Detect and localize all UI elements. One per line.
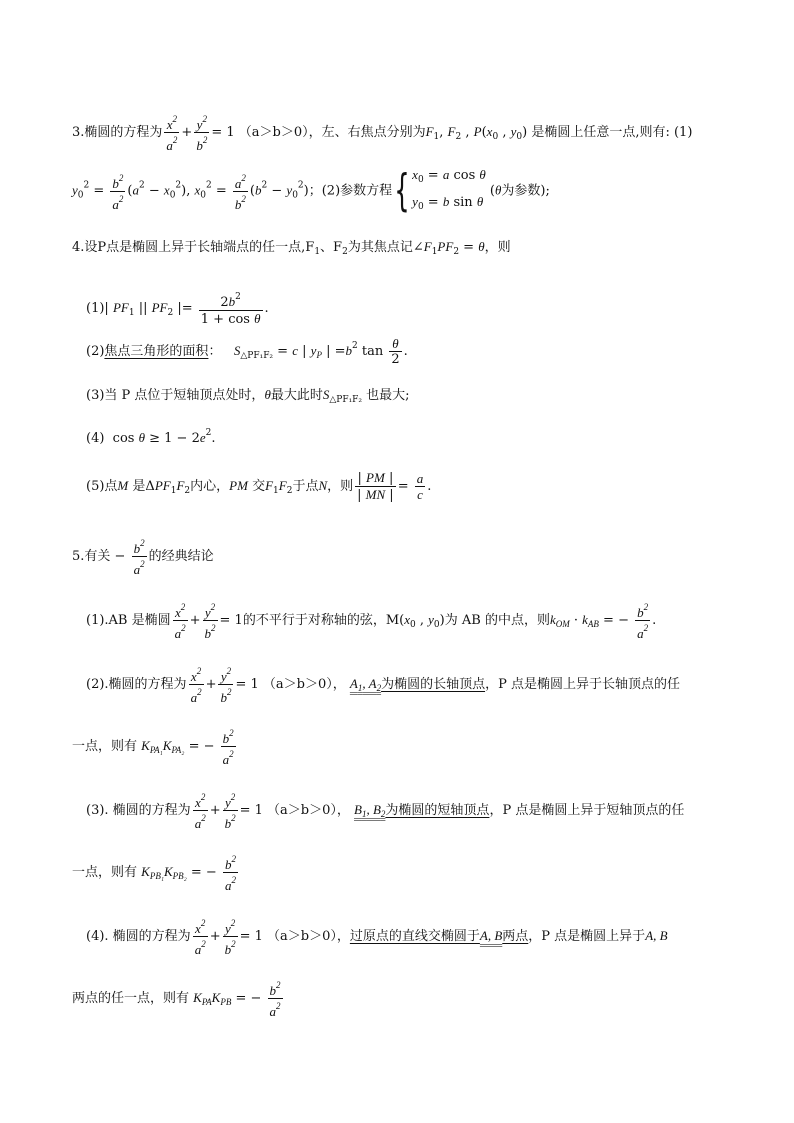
- s4-i2-underlined: 焦点三角形的面积: [104, 344, 209, 359]
- s4-i3-a: (3)当 P 点位于短轴顶点处时，: [86, 388, 265, 403]
- s3-cond: （a＞b＞0），左、右焦点分别为: [238, 125, 426, 140]
- s5-c3-underlined: 为椭圆的短轴顶点: [385, 803, 490, 818]
- s4-head: 4.设P点是椭圆上异于长轴端点的任一点,F: [72, 240, 315, 255]
- s5-conclusion-3: (3). 椭圆的方程为 $\frac{x^2}{a^2}$ + $\frac{y^2}{b^2}$ = 1 （a＞b＞0）， $B_1$, $B_2$为椭圆的短轴顶点，P 点是椭圆上异于短轴顶点的任: [86, 792, 685, 831]
- s4-i5-d: 交: [252, 479, 266, 494]
- s4-i3-c: 也最大;: [366, 388, 410, 403]
- s5-conclusion-1: (1).AB 是椭圆 $\frac{x^2}{a^2}$ + $\frac{y^2}{b^2}$ = 1的不平行于对称轴的弦，$M(x_0$ , $y_0$)为 AB 的中点，则$k_{OM} \cdot k_{AB}$ = − $\frac{b^2}{a^2}$ .: [86, 602, 657, 641]
- frac-x2-a2-c1: $\frac{x^2}{a^2}$: [174, 602, 186, 641]
- s4-i5-c: 内心，: [190, 479, 230, 494]
- section-5-heading: 5.有关 − $\frac{b^2}{a^2}$ 的经典结论: [72, 538, 214, 577]
- section-4-heading: 4.设P点是椭圆上异于长轴端点的任一点$,F_1$、$F_2$为其焦点记$\angle F_1PF_2 = \theta$，则: [72, 239, 511, 257]
- s5-c4-underlined-1: 过原点的直线交椭圆于: [349, 929, 480, 944]
- s5-c4-underlined-2: 两点: [502, 929, 529, 944]
- frac-b2-a2-head: $\frac{b^2}{a^2}$: [133, 538, 145, 577]
- s5-conclusion-3-cont: 一点，则有 $K_{PB_1}K_{PB_2}$ = − $\frac{b^2}{a^2}$: [72, 854, 236, 893]
- s4-i5-a: (5)点: [86, 479, 118, 494]
- frac-b2-a2-c2: $\frac{b^2}{a^2}$: [222, 728, 234, 767]
- s5-conclusion-2: (2).椭圆的方程为 $\frac{x^2}{a^2}$ + $\frac{y^2}{b^2}$ = 1 （a＞b＞0）， $A_1$, $A_2$为椭圆的长轴顶点，P 点是椭圆上异于长轴顶点的任: [86, 666, 680, 705]
- s5-c3-c: ，P 点是椭圆上异于短轴顶点的任: [489, 803, 685, 818]
- s3-params: (2)参数方程: [321, 183, 393, 199]
- frac-a-c: $\frac{a}{c}$: [416, 471, 424, 502]
- s5-c2-underlined: 为椭圆的长轴顶点: [381, 677, 486, 692]
- s4-item-5: (5)点M 是$\Delta PF_1F_2$内心，PM 交$F_1F_2$于点N，则 $\frac{| PM |}{| MN |}$ = $\frac{a}{c}$ .: [86, 470, 432, 503]
- s4-tail: 为其焦点记: [347, 240, 413, 255]
- frac-a2-b2: $\frac{a^2}{b^2}$: [234, 172, 246, 212]
- s4-item-3: (3)当 P 点位于短轴顶点处时，θ最大此时$S_{\triangle PF_1F_2}$ 也最大;: [86, 387, 410, 405]
- frac-2b2-1pcos: $\frac{2b^2}{\text{1 + cos θ}}$: [200, 292, 261, 327]
- frac-y2-b2-c1: $\frac{y^2}{b^2}$: [204, 602, 216, 641]
- s4-i5-f: ，则: [327, 479, 354, 494]
- s4-item-1: (1)| $PF_1$ || $PF_2$ |= $\frac{2b^2}{\text{1 + cos θ}}$ .: [86, 292, 269, 327]
- s5-c3-a: (3). 椭圆的方程为: [86, 803, 191, 818]
- section-3-line-2: $y_0^2$ = $\frac{b^2}{a^2}$ $(a^2 - x_0^2)$, $x_0^2$ = $\frac{a^2}{b^2}$ $(b^2 - y_0^2)$；(2)参数方程{ $x_0 = a$ cos θ $y_0 = b$ sin θ (θ为参数);: [72, 165, 550, 216]
- s3-params-tail: 为参数);: [501, 183, 550, 199]
- frac-y2-b2: $\frac{y^2}{b^2}$: [196, 114, 208, 153]
- s3-prop: 是椭圆上任意一点,则有:: [531, 125, 670, 140]
- s5-c1-a: (1).AB 是椭圆: [86, 613, 171, 628]
- frac-y2-b2-c4: $\frac{y^2}{b^2}$: [224, 918, 236, 957]
- s4-i3-b: 最大此时: [270, 388, 323, 403]
- s5-c1-c: 为 AB 的中点，则: [444, 613, 550, 628]
- frac-y2-b2-c2: $\frac{y^2}{b^2}$: [220, 666, 232, 705]
- param-system: $x_0 = a$ cos θ $y_0 = b$ sin θ: [412, 167, 486, 212]
- s4-mid: 、F: [320, 240, 343, 255]
- s5-c4-c: ，P 点是椭圆上异于: [528, 929, 646, 944]
- s5-c2-b: （a＞b＞0），: [262, 677, 346, 692]
- s4-i1-label: (1): [86, 301, 105, 316]
- s5-c4-b: （a＞b＞0），: [267, 929, 350, 944]
- frac-theta-2: $\frac{\theta}{2}$: [391, 336, 400, 367]
- s4-i2-colon: ：: [208, 344, 222, 359]
- frac-x2-a2-c3: $\frac{x^2}{a^2}$: [194, 792, 206, 831]
- s5-tail: 的经典结论: [148, 549, 214, 564]
- s4-item-2: (2)焦点三角形的面积： $S_{\triangle PF_1F_2} = c$ | $y_P$ | $=b^2$ tan $\frac{\theta}{2}$ .: [86, 336, 408, 367]
- s5-conclusion-2-cont: 一点，则有 $K_{PA_1}K_{PA_2}$ = − $\frac{b^2}{a^2}$: [72, 728, 234, 767]
- frac-b2-a2: $\frac{b^2}{a^2}$: [112, 172, 124, 212]
- frac-b2-a2-c1: $\frac{b^2}{a^2}$: [637, 602, 649, 641]
- s4-then: ，则: [484, 240, 511, 255]
- s5-c3-d: 一点，则有: [72, 865, 138, 880]
- s5-conclusion-4: (4). 椭圆的方程为 $\frac{x^2}{a^2}$ + $\frac{y^2}{b^2}$ = 1 （a＞b＞0），过原点的直线交椭圆于A, B两点，P 点是椭圆上异于A, B: [86, 918, 668, 957]
- s4-i4-label: (4): [86, 431, 105, 446]
- s3-head: 3.椭圆的方程为: [72, 125, 163, 140]
- frac-x2-a2-c2: $\frac{x^2}{a^2}$: [190, 666, 202, 705]
- s5-head: 5.有关: [72, 549, 111, 564]
- s5-c2-c: ，P 点是椭圆上异于长轴顶点的任: [485, 677, 680, 692]
- frac-pm-mn: $\frac{| PM |}{| MN |}$: [357, 470, 394, 503]
- s4-item-4: (4) $\cos \theta \ge 1 - 2e^2$.: [86, 428, 216, 446]
- frac-b2-a2-c4: $\frac{b^2}{a^2}$: [269, 980, 281, 1019]
- s4-i5-b: 是: [132, 479, 146, 494]
- s5-c2-a: (2).椭圆的方程为: [86, 677, 187, 692]
- s4-i5-e: 于点: [292, 479, 319, 494]
- frac-x2-a2: $\frac{x^2}{a^2}$: [166, 114, 178, 153]
- left-brace: {: [394, 165, 410, 216]
- s5-c1-b: 的不平行于对称轴的弦，M: [242, 613, 400, 628]
- section-3-line-1: 3.椭圆的方程为 $\frac{x^2}{a^2}$ + $\frac{y^2}{b^2}$ = 1 （a＞b＞0），左、右焦点分别为$F_1$, $F_2$ , $P(x_0$ , $y_0$) 是椭圆上任意一点,则有: (1): [72, 114, 693, 153]
- frac-x2-a2-c4: $\frac{x^2}{a^2}$: [194, 918, 206, 957]
- s5-c4-d: 两点的任一点，则有: [72, 991, 190, 1006]
- s5-c4-a: (4). 椭圆的方程为: [86, 929, 191, 944]
- s3-paren1: (1): [673, 125, 693, 140]
- s5-conclusion-4-cont: 两点的任一点，则有 $K_{PA}K_{PB}$ = − $\frac{b^2}{a^2}$: [72, 980, 281, 1019]
- frac-b2-a2-c3: $\frac{b^2}{a^2}$: [224, 854, 236, 893]
- s4-i2-label: (2): [86, 344, 105, 359]
- s5-c3-b: （a＞b＞0），: [267, 803, 350, 818]
- frac-y2-b2-c3: $\frac{y^2}{b^2}$: [224, 792, 236, 831]
- s5-c2-d: 一点，则有: [72, 739, 138, 754]
